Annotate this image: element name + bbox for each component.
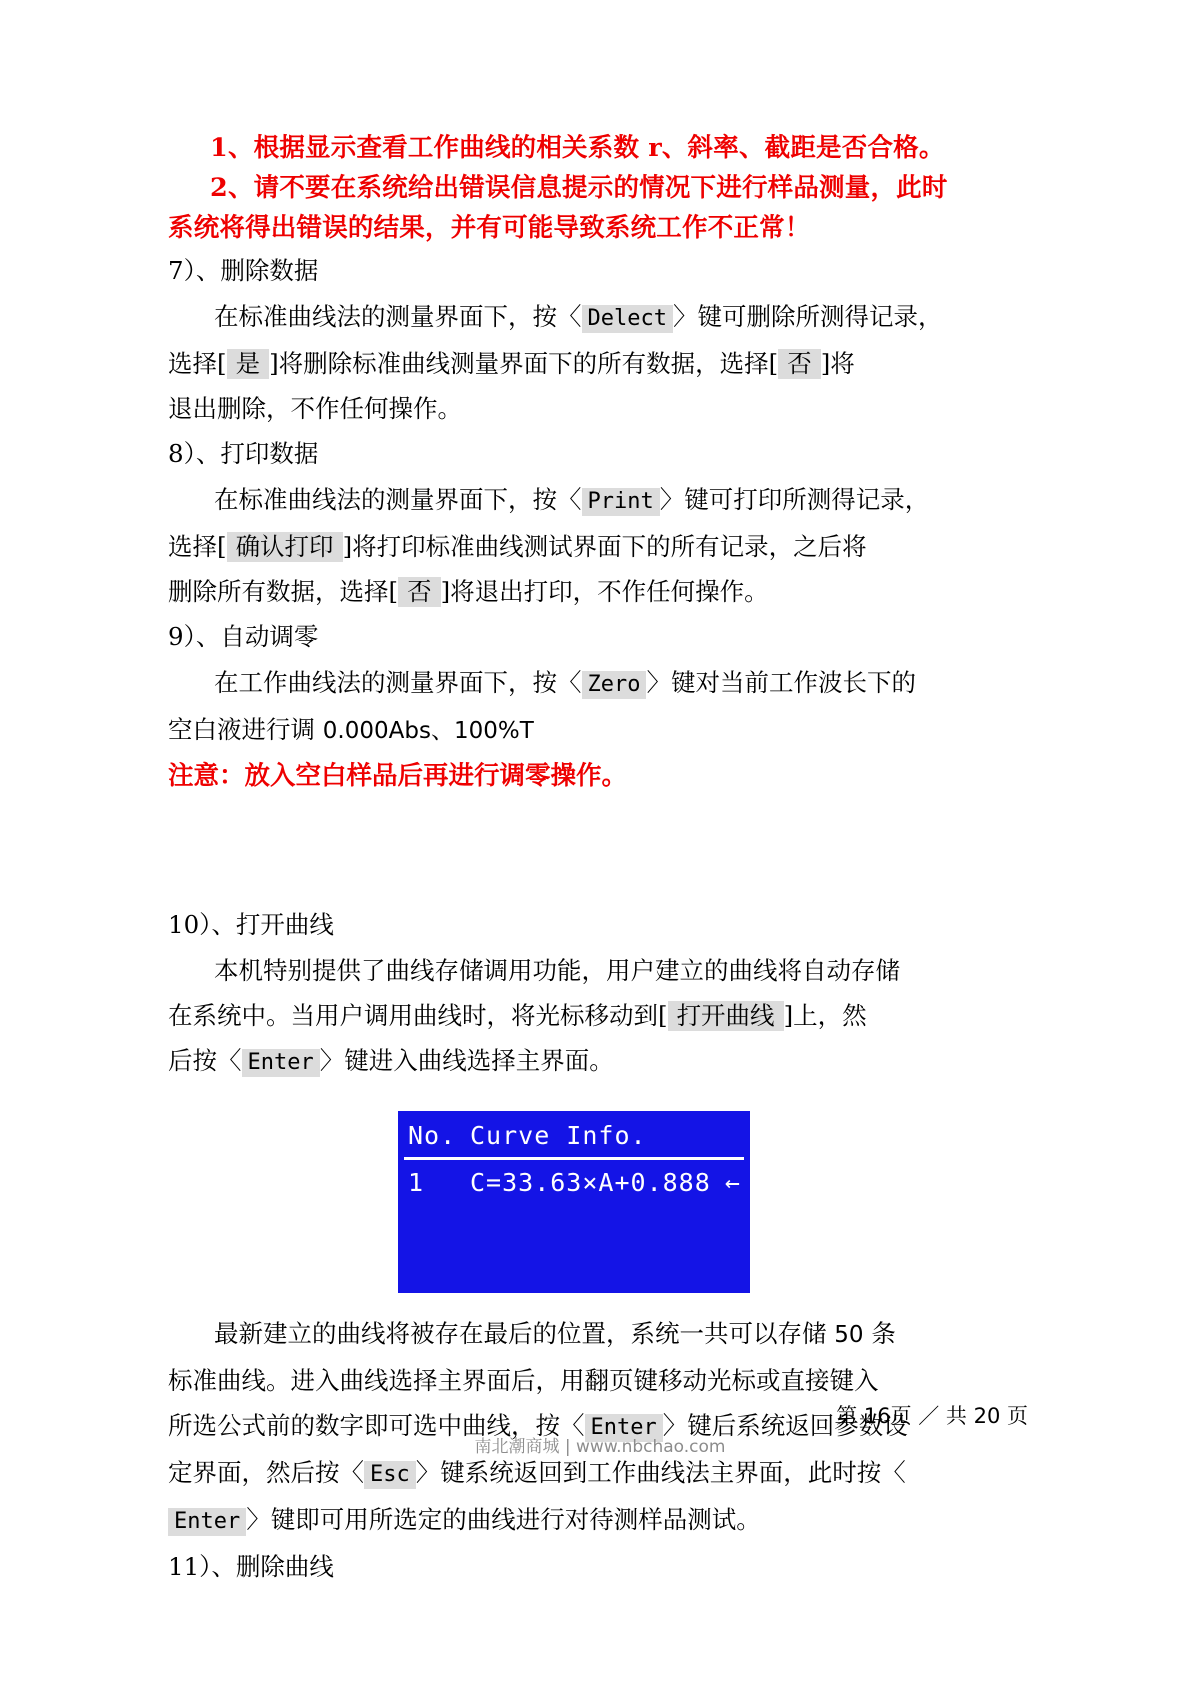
section-10-paragraph-7 — [168, 1450, 980, 1497]
watermark-footer: 南北潮商城 | www.nbchao.com — [474, 1437, 726, 1457]
curve-storage-count: 50 — [834, 1322, 864, 1348]
section-8-text-b: 〉键可打印所测得记录， — [659, 485, 930, 514]
section-9-text-a: 在工作曲线法的测量界面下，按〈 — [214, 668, 582, 697]
option-no-2: 否 — [398, 577, 441, 607]
key-zero: Zero — [582, 671, 647, 699]
section-9-paragraph-1 — [168, 660, 980, 707]
section-9-text-c: 空白液进行调 — [168, 715, 323, 744]
page-content — [168, 128, 980, 1590]
section-10-paragraph-1: 本机特别提供了曲线存储调用功能，用户建立的曲线将自动存储 — [214, 956, 900, 985]
zero-values: 0.000Abs、100%T — [322, 718, 534, 744]
section-7-text-d: ]将删除标准曲线测量界面下的所有数据，选择[ — [269, 349, 779, 378]
section-7-paragraph-1 — [168, 294, 980, 341]
section-8-paragraph-3 — [168, 569, 980, 614]
section-10-text-g: 所选公式前的数字即可选中曲线，按〈 — [168, 1411, 585, 1440]
section-8-paragraph-1 — [168, 477, 980, 524]
menu-open-curve: 打开曲线 — [668, 1001, 784, 1031]
section-10-text-c: 后按〈 — [168, 1046, 242, 1075]
section-9-paragraph-2 — [168, 707, 980, 754]
section-10-text-d: 〉键进入曲线选择主界面。 — [319, 1046, 614, 1075]
lcd-header-no: No. — [408, 1121, 457, 1150]
key-enter-2: Enter — [585, 1414, 663, 1442]
lcd-row-formula: C=33.63×A+0.888 — [470, 1168, 711, 1197]
section-8-text-c: 选择[ — [168, 532, 227, 561]
section-8-text-f: ]将退出打印，不作任何操作。 — [440, 577, 769, 606]
section-10-paragraph-2 — [168, 993, 980, 1038]
section-10-text-a: 在系统中。当用户调用曲线时，将光标移动到[ — [168, 1001, 668, 1030]
section-8-heading: 8）、打印数据 — [168, 439, 319, 468]
section-10-text-b: ]上，然 — [783, 1001, 867, 1030]
section-7-text-b: 〉键可删除所测得记录， — [672, 302, 943, 331]
lcd-curve-row — [398, 1166, 750, 1200]
section-8-text-d: ]将打印标准曲线测试界面下的所有记录，之后将 — [342, 532, 867, 561]
key-enter: Enter — [242, 1049, 320, 1077]
key-print: Print — [582, 488, 660, 516]
section-7-text-a: 在标准曲线法的测量界面下，按〈 — [214, 302, 582, 331]
lcd-row-index: 1 — [408, 1168, 425, 1197]
vertical-gap — [168, 798, 980, 902]
option-no: 否 — [778, 349, 821, 379]
section-7-text-e: ]将 — [820, 349, 855, 378]
section-10-text-i: 定界面，然后按〈 — [168, 1458, 364, 1487]
lcd-divider — [404, 1157, 744, 1160]
section-10-heading: 10）、打开曲线 — [168, 910, 334, 939]
lcd-header-row — [398, 1119, 750, 1153]
section-10-text-k: 〉键即可用所选定的曲线进行对待测样品测试。 — [246, 1505, 761, 1534]
section-9-note: 注意：放入空白样品后再进行调零操作。 — [168, 761, 628, 791]
section-10-text-f: 条 — [863, 1319, 896, 1348]
section-8-text-a: 在标准曲线法的测量界面下，按〈 — [214, 485, 582, 514]
warning-line-2: 2、请不要在系统给出错误信息提示的情况下进行样品测量，此时 — [210, 173, 948, 203]
option-confirm-print: 确认打印 — [227, 532, 343, 562]
option-yes: 是 — [227, 349, 270, 379]
key-delect: Delect — [582, 305, 673, 333]
lcd-header-curve-info: Curve Info. — [470, 1121, 647, 1150]
section-8-paragraph-2 — [168, 524, 980, 569]
section-10-text-e: 最新建立的曲线将被存在最后的位置，系统一共可以存储 — [214, 1319, 835, 1348]
section-9-heading: 9）、自动调零 — [168, 622, 319, 651]
key-enter-3: Enter — [168, 1508, 246, 1536]
lcd-curve-list-screen — [398, 1111, 750, 1293]
key-esc: Esc — [364, 1461, 416, 1489]
section-7-paragraph-2 — [168, 341, 980, 386]
section-10-paragraph-3 — [168, 1038, 980, 1085]
section-10-paragraph-4 — [168, 1311, 980, 1358]
section-7-text-c: 选择[ — [168, 349, 227, 378]
section-9-text-b: 〉键对当前工作波长下的 — [646, 668, 916, 697]
section-10-paragraph-5: 标准曲线。进入曲线选择主界面后，用翻页键移动光标或直接键入 — [168, 1366, 879, 1395]
section-7-heading: 7）、删除数据 — [168, 256, 319, 285]
warning-line-1: 1、根据显示查看工作曲线的相关系数 r、斜率、截距是否合格。 — [210, 133, 945, 163]
warning-line-3: 系统将得出错误的结果，并有可能导致系统工作不正常！ — [168, 213, 811, 243]
section-10-paragraph-8 — [168, 1497, 980, 1544]
section-11-heading: 11）、删除曲线 — [168, 1552, 334, 1581]
page-number: 第 16页 ／ 共 20 页 — [836, 1404, 1028, 1428]
section-10-text-h: 〉键后系统返回参数设 — [662, 1411, 908, 1440]
section-8-text-e: 删除所有数据，选择[ — [168, 577, 399, 606]
section-7-paragraph-3: 退出删除，不作任何操作。 — [168, 394, 462, 423]
section-10-text-j: 〉键系统返回到工作曲线法主界面，此时按〈 — [415, 1458, 906, 1487]
lcd-screenshot-wrapper — [168, 1111, 980, 1293]
vertical-gap-small — [168, 1293, 980, 1311]
lcd-cursor-arrow-icon: ← — [724, 1168, 741, 1197]
